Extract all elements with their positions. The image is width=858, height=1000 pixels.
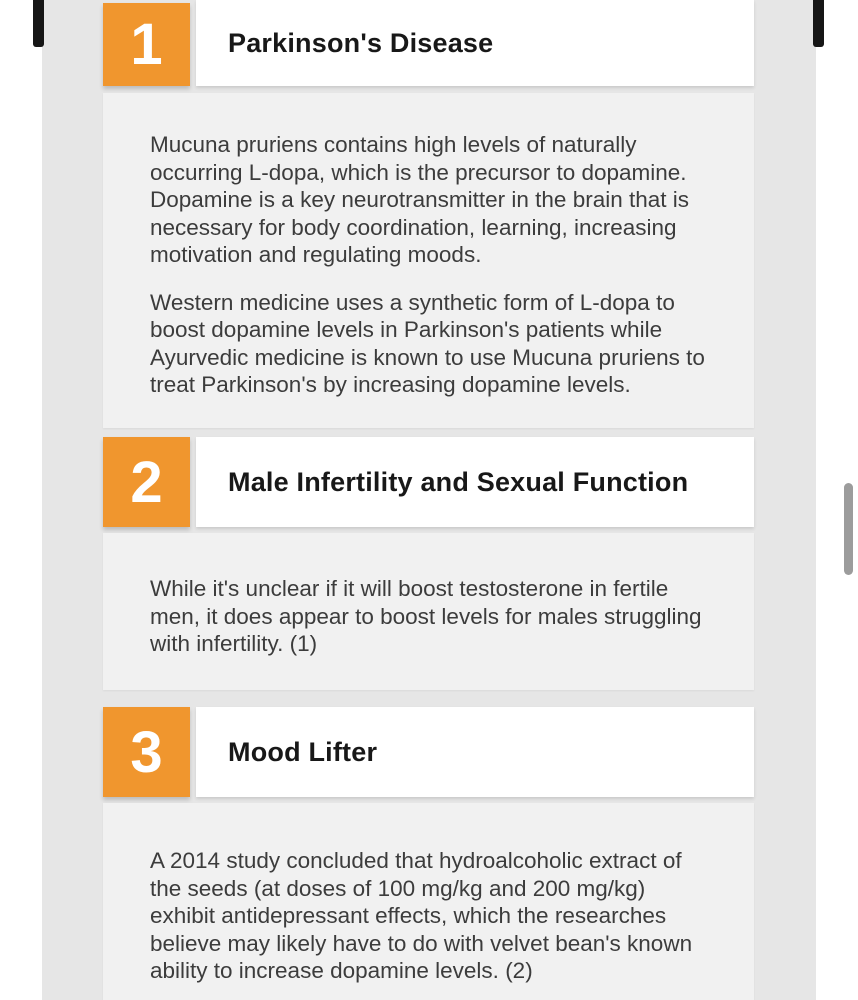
section-3-title: Mood Lifter [228, 736, 378, 767]
section-2-header-card [196, 437, 754, 527]
section-1-paragraph-1: Mucuna pruriens contains high levels of naturally occurring L-dopa, which is the precursor to dopamine. Dopamine is a key neurotransmitter in the brain that is necessary for body coordination, learning, increasing motivation and regulating moods. [150, 132, 690, 267]
section-3-header-card [196, 707, 754, 797]
section-3-number-badge [103, 707, 190, 797]
section-number: 3 [130, 719, 163, 785]
corner-mark-left [33, 0, 44, 47]
section-2-paragraph-1: While it's unclear if it will boost testosterone in fertile men, it does appear to boost levels for males struggling with infertility. (1) [150, 576, 702, 656]
section-2-title: Male Infertility and Sexual Function [228, 466, 689, 497]
corner-mark-right [813, 0, 824, 47]
section-number: 1 [130, 12, 163, 77]
section-1-title: Parkinson's Disease [228, 27, 494, 58]
section-2-number-badge [103, 437, 190, 527]
section-1-header-card [196, 0, 754, 86]
section-2-body-card [103, 533, 754, 690]
section-1-body-card [103, 93, 754, 428]
section-number: 2 [130, 449, 163, 515]
section-3-paragraph-1: A 2014 study concluded that hydroalcoholic extract of the seeds (at doses of 100 mg/kg and 200 mg/kg) exhibit antidepressant effects, which the researches believe may likely have to do with velvet bean's known ability to increase dopamine levels. (2) [150, 848, 693, 983]
section-3-body-card [103, 803, 754, 1000]
scrollbar-thumb[interactable] [844, 483, 853, 575]
section-1-paragraph-2: Western medicine uses a synthetic form of L-dopa to boost dopamine levels in Parkinson's patients while Ayurvedic medicine is known to use Mucuna pruriens to treat Parkinson's by increasing dopamine levels. [150, 289, 705, 397]
section-1-number-badge [103, 3, 190, 86]
